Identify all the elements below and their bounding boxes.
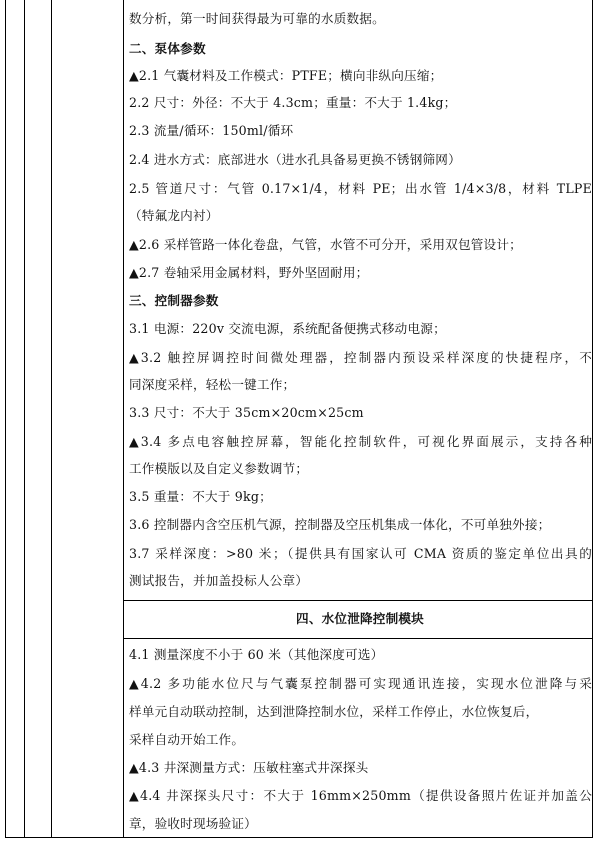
section-heading-pump: 二、泵体参数 [129, 41, 206, 56]
spec-line: （特氟龙内衬） [129, 208, 219, 223]
spec-line: ▲2.1 气囊材料及工作模式：PTFE；横向非纵向压缩； [129, 68, 443, 83]
spec-line: 样单元自动联动控制，达到泄降控制水位，采样工作停止，水位恢复后， [129, 704, 539, 719]
spec-line: 3.1 电源：220v 交流电源，系统配备便携式移动电源； [129, 321, 446, 336]
spec-line: 3.6 控制器内含空压机气源，控制器及空压机集成一体化，不可单独外接； [129, 517, 551, 532]
spec-line: ▲2.6 采样管路一体化卷盘，气管，水管不可分开，采用双包管设计； [129, 237, 522, 252]
spec-line: 3.3 尺寸：不大于 35cm×20cm×25cm [129, 405, 364, 420]
spec-line: ▲3.4 多点电容触控屏幕，智能化控制软件，可视化界面展示，支持各种 [129, 434, 592, 449]
section-heading-controller: 三、控制器参数 [129, 293, 219, 308]
spec-line: 章，验收时现场验证） [129, 816, 257, 831]
spec-line: 2.4 进水方式：底部进水（进水孔具备易更换不锈钢筛网） [129, 152, 461, 167]
spec-line: ▲4.2 多功能水位尺与气囊泵控制器可实现通讯连接，实现水位泄降与采 [129, 676, 592, 691]
spec-line: ▲4.3 井深测量方式：压敏柱塞式井深探头 [129, 760, 369, 775]
spec-line: ▲3.2 触控屏调控时间微处理器，控制器内预设采样深度的快捷程序，不 [129, 350, 592, 365]
spec-line: ▲4.4 井深探头尺寸：不大于 16mm×250mm（提供设备照片佐证并加盖公 [129, 788, 592, 803]
spec-line: ▲2.7 卷轴采用金属材料，野外坚固耐用； [129, 265, 369, 280]
spec-line: 数分析，第一时间获得最为可靠的水质数据。 [129, 11, 385, 26]
spec-line: 4.1 测量深度不小于 60 米（其他深度可选） [129, 647, 384, 662]
spec-line: 3.5 重量：不大于 9kg； [129, 489, 272, 504]
spec-line: 2.3 流量/循环：150ml/循环 [129, 123, 294, 138]
column-divider-2 [51, 0, 52, 837]
row-divider-2 [123, 638, 592, 639]
column-divider-1 [24, 0, 25, 837]
spec-line: 工作模版以及自定义参数调节； [129, 461, 309, 476]
spec-line: 测试报告，并加盖投标人公章） [129, 573, 309, 588]
spec-line: 2.2 尺寸：外径：不大于 4.3cm；重量：不大于 1.4kg； [129, 95, 457, 110]
section-heading-water-level: 四、水位泄降控制模块 [296, 611, 424, 626]
spec-line: 采样自动开始工作。 [129, 732, 245, 747]
column-divider-3 [123, 0, 124, 837]
spec-line: 2.5 管道尺寸：气管 0.17×1/4，材料 PE；出水管 1/4×3/8，材料 TLPE [129, 181, 592, 196]
spec-line: 同深度采样，轻松一键工作； [129, 377, 296, 392]
spec-line: 3.7 采样深度：>80 米；（提供具有国家认可 CMA 资质的鉴定单位出具的 [129, 546, 592, 561]
row-divider-1 [123, 600, 592, 601]
